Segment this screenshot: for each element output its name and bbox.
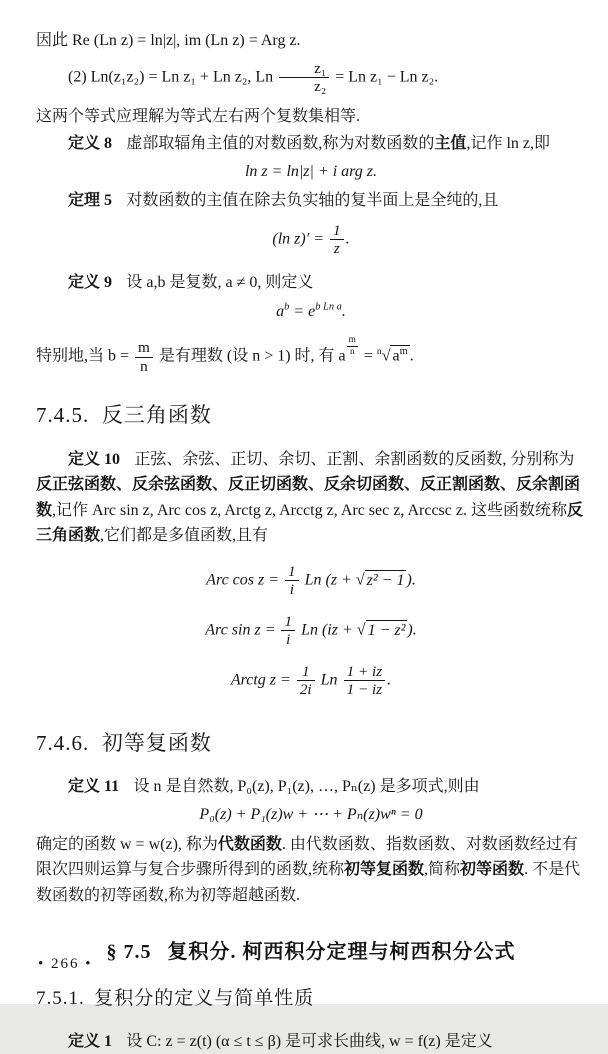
formula-arcsin xyxy=(36,613,586,649)
formula-arccos xyxy=(36,563,586,599)
fraction-denominator: n xyxy=(349,346,355,357)
fraction-denominator: z xyxy=(333,240,340,258)
definition-9-label: 定义 9 xyxy=(68,273,113,291)
section-number: § 7.5 xyxy=(106,941,152,964)
fraction-iz xyxy=(344,663,386,699)
definition-10-text: ,它们都是多值函数,且有 xyxy=(100,527,269,545)
fraction-denominator: i xyxy=(289,581,294,599)
section-title: 复积分的定义与简单性质 xyxy=(94,988,315,1010)
definition-9 xyxy=(36,270,586,296)
formula-text: 是有理数 (设 n > 1) 时, 有 a xyxy=(158,347,346,365)
formula-text: 特别地,当 b = xyxy=(36,347,130,365)
fraction-m-n xyxy=(135,339,153,375)
formula-text: Ln xyxy=(320,671,338,689)
fraction-numerator: z₁ xyxy=(279,60,329,78)
theorem-5 xyxy=(36,188,586,214)
fraction-denominator: n xyxy=(140,357,148,375)
formula-text: Ln (iz + xyxy=(301,621,353,639)
bold-term: 代数函数 xyxy=(217,835,282,853)
fraction-z1-z2 xyxy=(279,60,329,96)
section-title: 复积分. 柯西积分定理与柯西积分公式 xyxy=(167,941,516,964)
paragraph-text: 确定的函数 w = w(z), 称为 xyxy=(36,835,218,853)
formula-text: (ln z)′ = xyxy=(272,230,325,248)
paragraph-text: . 由代数函数、指数函数、对数函数经过有限次四则运算与复合步骤所得到的函数,统称 xyxy=(36,835,578,879)
section-number: 7.4.5. xyxy=(36,403,90,427)
formula-text: (2) Ln(z₁z₂) = Ln z₁ + Ln z₂, Ln xyxy=(68,68,274,86)
section-heading-7-5-1 xyxy=(36,984,586,1014)
definition-8-label: 定义 8 xyxy=(68,135,113,153)
fraction-numerator: 1 xyxy=(330,222,344,240)
definition-1-label: 定义 1 xyxy=(68,1032,113,1050)
formula-polynomial: P₀(z) + P₁(z)w + ⋯ + Pₙ(z)wⁿ = 0 xyxy=(199,805,423,823)
radicand: z² − 1 xyxy=(366,571,405,589)
formula-text: Arctg z = xyxy=(230,671,291,689)
page-number: • 266 • xyxy=(38,956,93,972)
root-index: n xyxy=(376,345,382,357)
section-heading-7-5 xyxy=(36,936,586,968)
radical-sign: √ xyxy=(356,621,366,639)
section-heading-7-4-5 xyxy=(36,399,586,433)
formula-text: . xyxy=(387,671,392,689)
exponent: b Ln a xyxy=(315,302,342,314)
formula-text: = xyxy=(293,303,305,321)
paragraph-text: ,简称 xyxy=(424,861,461,879)
definition-1-text: 设 C: z = z(t) (α ≤ t ≤ β) 是可求长曲线, w = f(z) 是定义 xyxy=(126,1032,493,1050)
text-re-im-ln: 因此 Re (Ln z) = ln|z|, im (Ln z) = Arg z. xyxy=(36,32,301,49)
text-rational-power xyxy=(36,335,586,375)
bold-term: 初等复函数 xyxy=(344,861,425,879)
formula-ln-principal: ln z = ln|z| + i arg z. xyxy=(244,162,378,180)
radicand: 1 − z² xyxy=(367,621,406,639)
formula-ln-derivative xyxy=(36,222,586,258)
fraction-1-i xyxy=(285,563,299,599)
formula-text: . xyxy=(409,347,414,365)
fraction-denominator: 2i xyxy=(299,681,312,699)
formula-text: Arc cos z = xyxy=(206,571,280,589)
definition-8 xyxy=(36,131,586,157)
definition-8-text: ,记作 ln z,即 xyxy=(466,135,550,153)
formula-text: a xyxy=(276,303,285,321)
fraction-denominator: i xyxy=(286,631,291,649)
exponent: m xyxy=(399,346,408,358)
fraction-numerator: 1 + iz xyxy=(344,663,386,681)
definition-10-text: 正弦、余弦、正切、余切、正割、余割函数的反函数, 分别称为 xyxy=(134,450,575,468)
paragraph-text: . 不是代数函数的初等函数,称为初等超越函数. xyxy=(36,861,581,904)
definition-11 xyxy=(36,774,586,800)
theorem-5-text: 对数函数的主值在除去负实轴的复半面上是全纯的,且 xyxy=(126,192,499,210)
exponent: b xyxy=(284,302,290,314)
formula-ln-product xyxy=(36,60,586,96)
fraction-numerator: 1 xyxy=(297,663,315,681)
fraction-numerator: 1 xyxy=(285,563,299,581)
formula-text: a xyxy=(392,347,400,365)
fraction-numerator: m xyxy=(348,335,356,346)
fraction-numerator: m xyxy=(135,339,153,357)
superscript-fraction-m-n xyxy=(347,335,358,357)
radical-sign: √ xyxy=(381,347,391,365)
definition-11-text: 设 n 是自然数, P₀(z), P₁(z), …, Pₙ(z) 是多项式,则由 xyxy=(133,778,480,796)
fraction-denominator: 1 − iz xyxy=(346,681,383,699)
section-number: 7.4.6. xyxy=(36,730,90,755)
definition-9-text: 设 a,b 是复数, a ≠ 0, 则定义 xyxy=(126,273,314,291)
formula-text: e xyxy=(308,303,316,321)
formula-text: Arc sin z = xyxy=(205,621,276,639)
fraction-1-2i xyxy=(297,663,315,699)
section-title: 初等复函数 xyxy=(101,730,212,755)
definition-10-text: ,记作 Arc sin z, Arc cos z, Arctg z, Arcctg z, Arc sec z, Arccsc z. 这些函数统称 xyxy=(52,501,567,519)
definition-8-bold-term: 主值 xyxy=(434,135,467,153)
formula-text: Ln (z + xyxy=(304,571,352,589)
radicand xyxy=(390,345,409,366)
section-number: 7.5.1. xyxy=(36,988,85,1010)
section-title: 反三角函数 xyxy=(101,403,212,427)
fraction-denominator: z₂ xyxy=(314,78,327,96)
formula-text: = xyxy=(363,347,373,365)
formula-text: = Ln z₁ − Ln z₂. xyxy=(335,68,439,86)
definition-10-bold-terms: 反正弦函数、反余弦函数、反正切函数、反余切函数、反正割函数、反余割函数 xyxy=(36,476,581,519)
fraction-numerator: 1 xyxy=(281,613,295,631)
formula-arctg xyxy=(36,663,586,699)
definition-1 xyxy=(36,1029,586,1054)
definition-10 xyxy=(36,447,586,549)
definition-8-text: 虚部取辐角主值的对数函数,称为对数函数的 xyxy=(126,135,435,153)
bold-term: 初等函数 xyxy=(460,861,525,879)
section-heading-7-4-6 xyxy=(36,727,586,761)
formula-text: ). xyxy=(406,571,416,589)
definition-10-bold-term: 反三角函数 xyxy=(36,501,583,545)
definition-10-label: 定义 10 xyxy=(68,450,121,468)
formula-text: . xyxy=(345,230,350,248)
formula-text: . xyxy=(341,303,346,321)
definition-11-label: 定义 11 xyxy=(68,778,120,796)
paragraph-algebraic-functions xyxy=(36,832,586,909)
theorem-5-label: 定理 5 xyxy=(68,192,113,210)
text-note-equalities: 这两个等式应理解为等式左右两个复数集相等. xyxy=(36,107,361,125)
fraction-1-i xyxy=(281,613,295,649)
radical-sign: √ xyxy=(355,571,365,589)
formula-text: ). xyxy=(407,621,417,639)
fraction-1-z xyxy=(330,222,344,258)
formula-power xyxy=(36,299,586,325)
